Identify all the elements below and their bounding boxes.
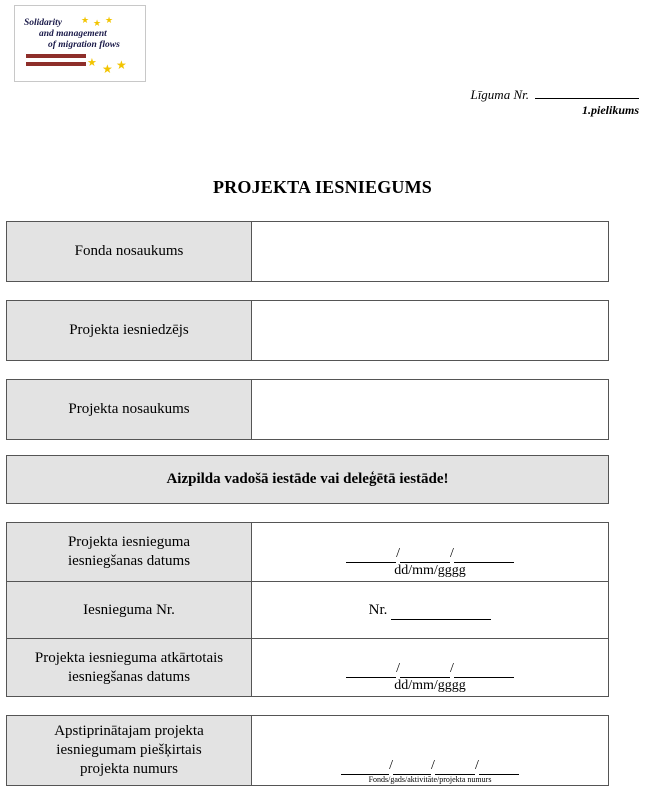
fonda-nosaukums-label: Fonda nosaukums xyxy=(7,222,252,282)
projekta-nosaukums-table xyxy=(6,379,609,440)
ligums-nr-field[interactable] xyxy=(535,88,639,99)
aizpilda-note: Aizpilda vadošā iestāde vai deleģētā iestāde! xyxy=(7,456,609,504)
nr-prefix: Nr. xyxy=(368,601,388,618)
pielikums: 1.pielikums xyxy=(581,103,639,117)
logo-line-3: of migration flows xyxy=(48,40,120,50)
projekta-numurs-field[interactable]: / / / Fonds/gads/aktivitāte/projekta numurs xyxy=(252,716,609,786)
projekta-nosaukums-label: Projekta nosaukums xyxy=(7,380,252,440)
date-format-caption-2: dd/mm/gggg xyxy=(394,678,466,693)
ligums-nr xyxy=(470,87,639,103)
iesnieguma-nr-field[interactable] xyxy=(252,582,609,639)
datums-label-line-2: iesniegšanas datums xyxy=(67,553,191,569)
projekta-iesniedzejs-table xyxy=(6,300,609,361)
datums-label-line-1: Projekta iesnieguma xyxy=(67,534,191,550)
logo-line-1: Solidarity xyxy=(24,18,63,28)
num-label-line-3: projekta numurs xyxy=(80,761,178,777)
star-icon: ★ xyxy=(102,62,113,76)
ligums-label: Līguma Nr. xyxy=(470,87,529,102)
flag-stripe-bottom xyxy=(26,62,86,66)
num-label-line-1: Apstiprinātajam projekta xyxy=(54,723,204,739)
atkartotais-datums-field[interactable]: / / dd/mm/gggg xyxy=(252,639,609,697)
fonda-nosaukums-table xyxy=(6,221,609,282)
projekta-numurs-table xyxy=(6,715,609,786)
datums-label xyxy=(7,523,252,582)
star-icon: ★ xyxy=(93,18,102,28)
num-label-line-2: iesniegumam piešķirtais xyxy=(56,742,202,758)
page-title: PROJEKTA IESNIEGUMS xyxy=(212,177,432,197)
logo xyxy=(14,5,146,82)
date-format-caption: dd/mm/gggg xyxy=(394,563,466,578)
flag-stripe-top xyxy=(26,54,86,58)
fonda-nosaukums-field[interactable] xyxy=(252,222,609,282)
datums-field[interactable]: / / dd/mm/gggg xyxy=(252,523,609,582)
aizpilda-table xyxy=(6,455,609,504)
star-icon: ★ xyxy=(81,15,90,25)
star-icon: ★ xyxy=(116,58,127,72)
projekta-nosaukums-field[interactable] xyxy=(252,380,609,440)
projekta-iesniedzejs-label: Projekta iesniedzējs xyxy=(7,301,252,361)
star-icon: ★ xyxy=(87,57,97,69)
logo-line-2: and management xyxy=(39,29,107,39)
atkartotais-datums-label xyxy=(7,639,252,697)
atk-label-line-2: iesniegšanas datums xyxy=(67,668,191,685)
num-format-caption: Fonds/gads/aktivitāte/projekta numurs xyxy=(368,775,492,784)
iesnieguma-nr-label: Iesnieguma Nr. xyxy=(7,582,252,639)
star-icon: ★ xyxy=(105,15,114,25)
iesniegums-table xyxy=(6,522,609,697)
projekta-iesniedzejs-field[interactable] xyxy=(252,301,609,361)
projekta-numurs-label xyxy=(7,716,252,786)
atk-label-line-1: Projekta iesnieguma atkārtotais xyxy=(34,649,224,666)
